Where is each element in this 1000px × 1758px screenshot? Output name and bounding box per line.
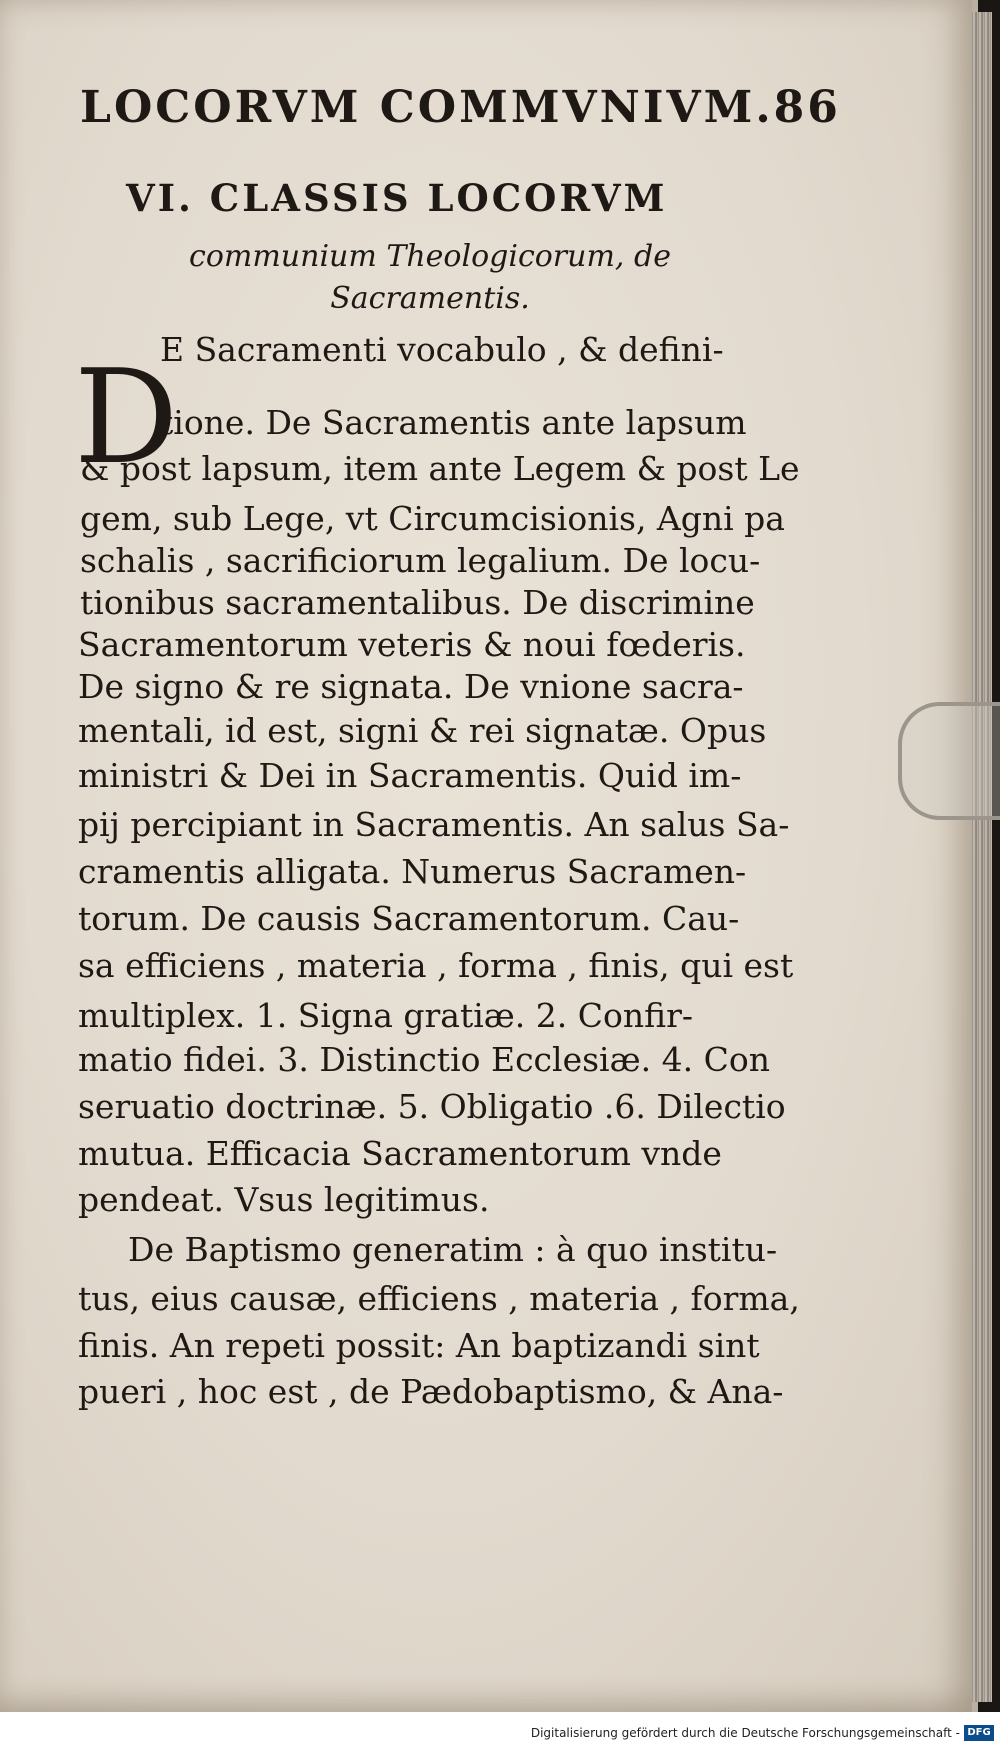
footer-text: Digitalisierung gefördert durch die Deutsche Forschungsgemeinschaft -	[530, 1726, 960, 1740]
page-edges	[972, 12, 992, 1702]
text-line: ministri & Dei in Sacramentis. Quid im-	[78, 756, 742, 795]
drop-cap: D	[74, 341, 179, 493]
dfg-logo: DFG	[964, 1725, 994, 1741]
subtitle: communium Theologicorum, de Sacramentis.	[189, 239, 671, 316]
text-line: pueri , hoc est , de Pædobaptismo, & Ana-	[78, 1372, 784, 1411]
text-line: schalis , sacrificiorum legalium. De locu-	[80, 541, 761, 580]
text-line: E Sacramenti vocabulo , & defini-	[160, 330, 724, 369]
text-line: & post lapsum, item ante Legem & post Le	[80, 449, 800, 488]
page-clip	[898, 702, 1000, 820]
text-line: pendeat. Vsus legitimus.	[78, 1180, 490, 1219]
class-title: VI. CLASSIS LOCORVM	[126, 176, 668, 220]
text-line: seruatio doctrinæ. 5. Obligatio .6. Dilectio	[78, 1087, 786, 1126]
text-line: Sacramentorum veteris & noui fœderis.	[78, 625, 746, 664]
text-line: mutua. Efficacia Sacramentorum vnde	[78, 1134, 722, 1173]
footer-bar	[0, 1712, 1000, 1758]
text-line: pij percipiant in Sacramentis. An salus Sa-	[78, 805, 790, 844]
text-line: tione. De Sacramentis ante lapsum	[160, 403, 747, 442]
text-line: multiplex. 1. Signa gratiæ. 2. Confir-	[78, 996, 694, 1035]
running-header: LOCORVM COMMVNIVM.86	[80, 82, 841, 133]
text-line: mentali, id est, signi & rei signatæ. Opus	[78, 711, 767, 750]
text-line: sa efficiens , materia , forma , finis, qui est	[78, 946, 794, 985]
text-line: gem, sub Lege, vt Circumcisionis, Agni pa	[80, 499, 785, 538]
text-line: tus, eius causæ, efficiens , materia , forma,	[78, 1279, 800, 1318]
text-line: matio fidei. 3. Distinctio Ecclesiæ. 4. Con	[78, 1040, 770, 1079]
text-line: torum. De causis Sacramentorum. Cau-	[78, 899, 740, 938]
text-line: De signo & re signata. De vnione sacra-	[78, 667, 744, 706]
text-line: cramentis alligata. Numerus Sacramen-	[78, 852, 747, 891]
text-line: De Baptismo generatim : à quo institu-	[128, 1230, 778, 1269]
text-line: tionibus sacramentalibus. De discrimine	[80, 583, 755, 622]
text-line: finis. An repeti possit: An baptizandi sint	[78, 1326, 760, 1365]
